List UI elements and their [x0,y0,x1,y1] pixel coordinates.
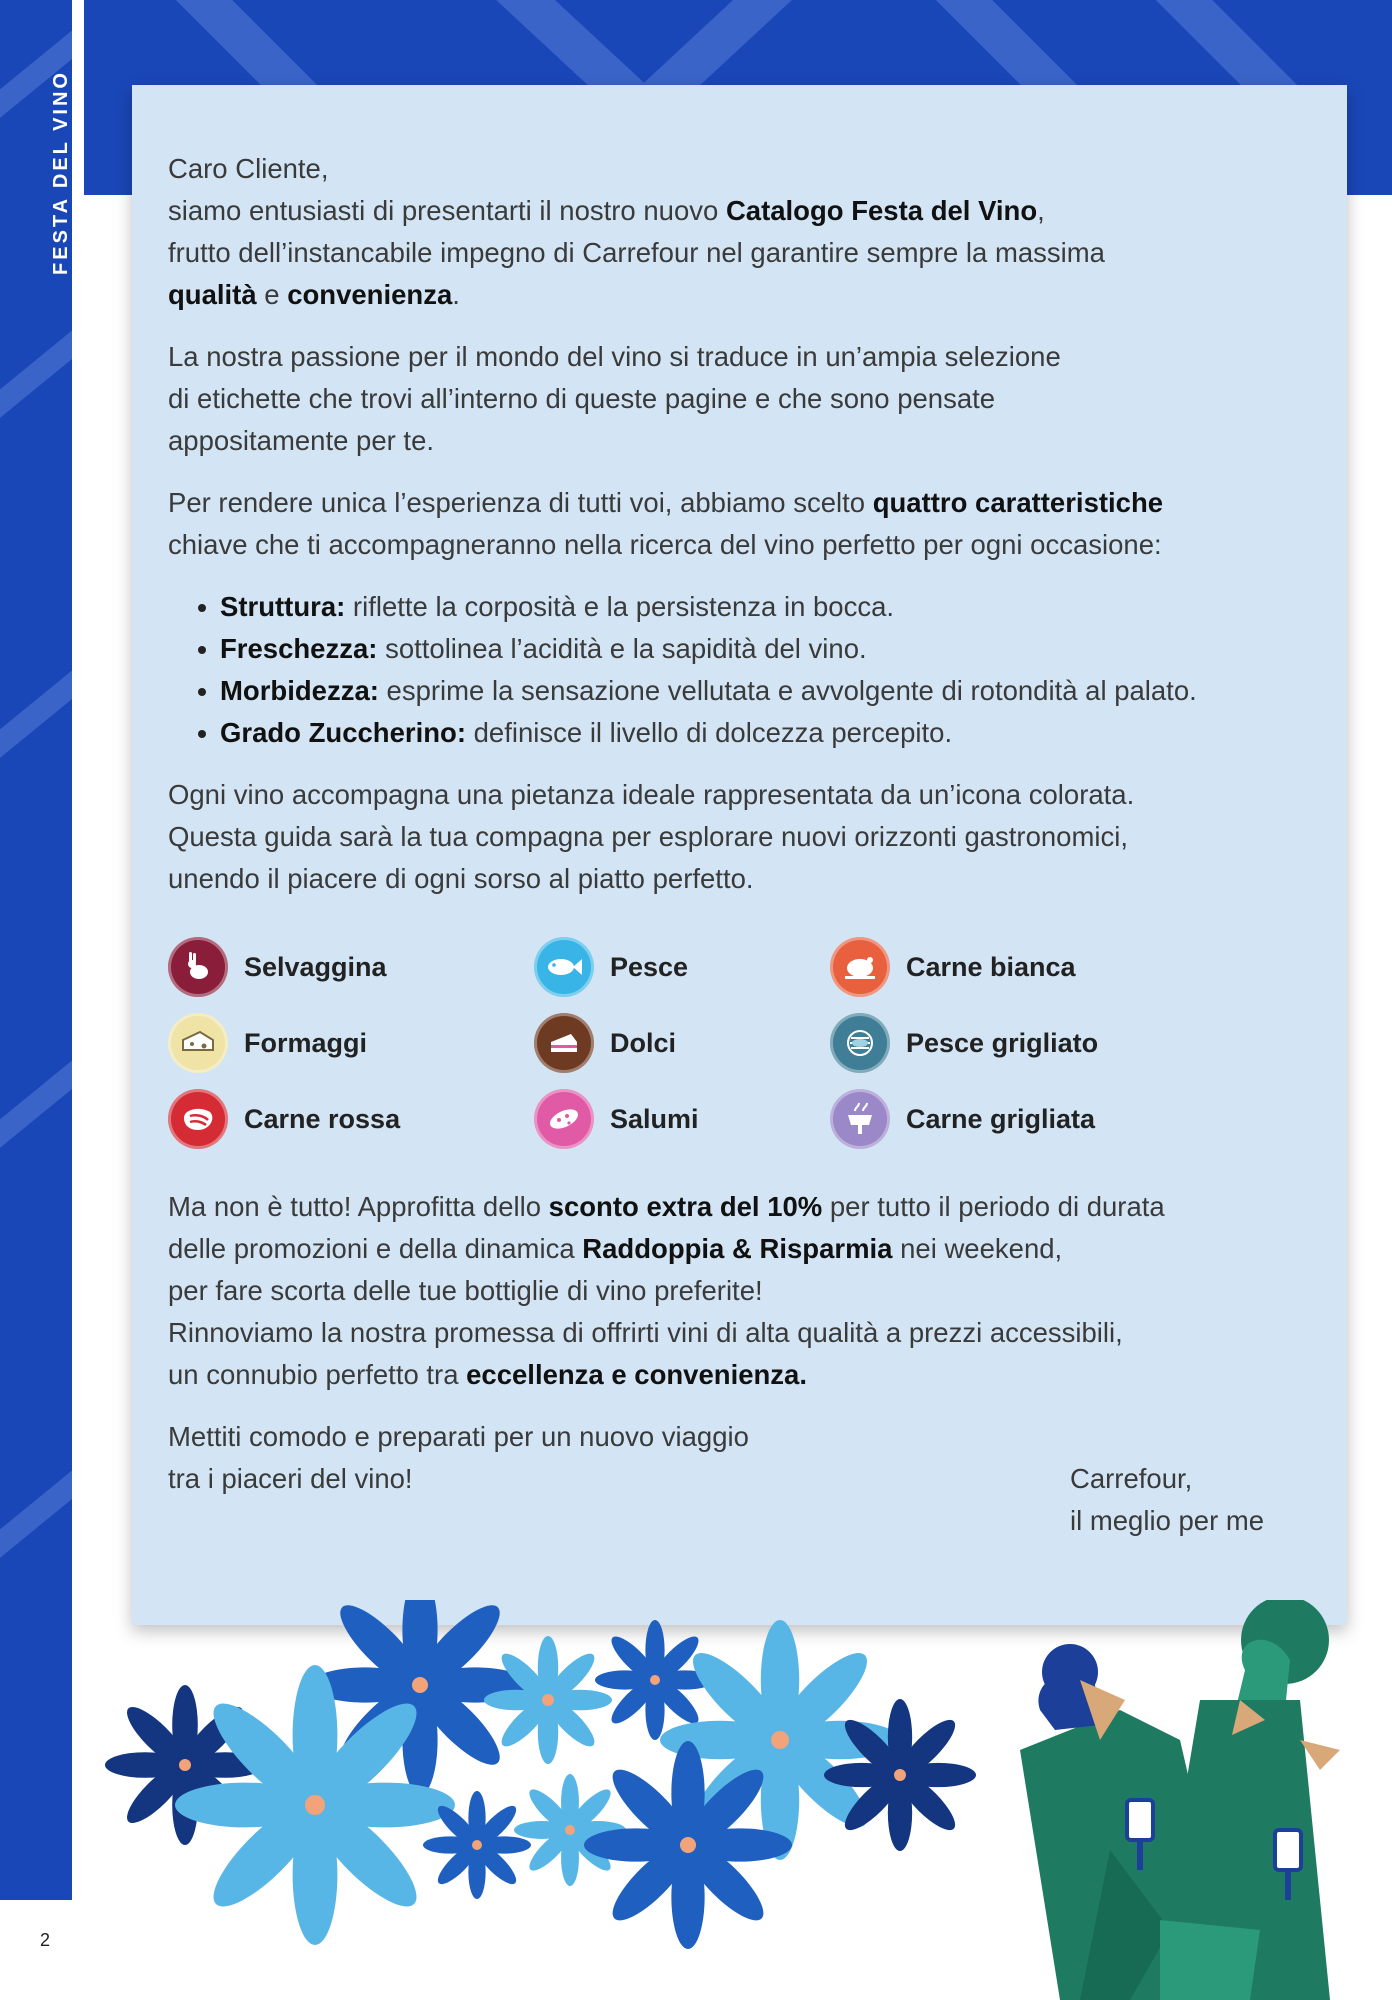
food-label: Formaggi [244,1027,368,1058]
food-pesce [534,936,688,998]
bullet-term: Morbidezza: [220,675,379,706]
greeting: Caro Cliente, [168,153,329,184]
p2-line: La nostra passione per il mondo del vino si traduce in un’ampia selezione [168,341,1061,372]
signature-line: Carrefour, [1070,1463,1193,1494]
p1-text-d: frutto dell’instancabile impegno di Carrefour nel garantire sempre la massima [168,237,1105,268]
p5-text: nei weekend, [892,1233,1063,1264]
food-pesce-grigliato [830,1012,1098,1074]
food-salumi [534,1088,699,1150]
excellence-highlight: eccellenza e convenienza. [466,1359,807,1390]
list-item [198,628,1308,670]
food-label: Selvaggina [244,951,387,982]
p5-text: per fare scorta delle tue bottiglie di vino preferite! [168,1275,763,1306]
p1-text-f: e [256,279,288,310]
cheese-icon [168,1013,228,1073]
page-number: 2 [40,1930,51,1950]
bullet-term: Grado Zuccherino: [220,717,466,748]
p4-line: unendo il piacere di ogni sorso al piatto perfetto. [168,863,754,894]
salami-icon [534,1089,594,1149]
p3-text-c: chiave che ti accompagneranno nella ricerca del vino perfetto per ogni occasione: [168,529,1162,560]
food-selvaggina [168,936,387,998]
greeting-paragraph [168,148,1308,316]
four-characteristics: quattro caratteristiche [872,487,1164,518]
p5-text: Ma non è tutto! Approfitta dello [168,1191,549,1222]
food-carne-grigliata [830,1088,1095,1150]
signature-line: il meglio per me [1070,1505,1265,1536]
characteristics-list [198,586,1308,754]
quality-word: qualità [168,279,257,310]
bullet-text: sottolinea l’acidità e la sapidità del vino. [377,633,867,664]
p5-text: per tutto il periodo di durata [822,1191,1165,1222]
food-label: Carne bianca [906,951,1076,982]
food-label: Pesce grigliato [906,1027,1099,1058]
bullet-term: Freschezza: [220,633,378,664]
bullet-term: Struttura: [220,591,346,622]
p1-text-h: . [452,279,460,310]
section-label: FESTA DEL VINO [50,70,72,275]
bullet-text: esprime la sensazione vellutata e avvolgente di rotondità al palato. [378,675,1197,706]
bullet-text: definisce il livello di dolcezza percepito. [466,717,953,748]
p3-text-a: Per rendere unica l’esperienza di tutti voi, abbiamo scelto [168,487,873,518]
p6-line: Mettiti comodo e preparati per un nuovo viaggio [168,1421,749,1452]
list-item [198,712,1308,754]
promo-name: Raddoppia & Risparmia [582,1233,893,1264]
food-pairing-legend [168,936,1168,1146]
p2-line: appositamente per te. [168,425,435,456]
flower-icon [105,1600,976,1949]
p5-text: Rinnoviamo la nostra promessa di offrirti vini di alta qualità a prezzi accessibili, [168,1317,1123,1348]
p5-text: delle promozioni e della dinamica [168,1233,583,1264]
people-toasting-illustration [1020,1600,1340,2000]
icons-intro-paragraph [168,774,1308,900]
p4-line: Questa guida sarà la tua compagna per esplorare nuovi orizzonti gastronomici, [168,821,1128,852]
p2-line: di etichette che trovi all’interno di queste pagine e che sono pensate [168,383,996,414]
food-carne-rossa [168,1088,400,1150]
p5-text: un connubio perfetto tra [168,1359,467,1390]
steak-icon [168,1089,228,1149]
decorative-illustration [0,1600,1392,2000]
grilled-meat-icon [830,1089,890,1149]
food-carne-bianca [830,936,1076,998]
list-item [198,670,1308,712]
grilled-fish-icon [830,1013,890,1073]
food-dolci [534,1012,676,1074]
p6-line: tra i piaceri del vino! [168,1463,413,1494]
food-label: Salumi [610,1103,699,1134]
discount-highlight: sconto extra del 10% [548,1191,823,1222]
p1-text-c: , [1037,195,1045,226]
food-label: Pesce [610,951,689,982]
cake-icon [534,1013,594,1073]
food-formaggi [168,1012,367,1074]
list-item [198,586,1308,628]
p4-line: Ogni vino accompagna una pietanza ideale rappresentata da un’icona colorata. [168,779,1135,810]
food-label: Dolci [610,1027,677,1058]
fish-icon [534,937,594,997]
letter-body [168,148,1308,920]
rabbit-icon [168,937,228,997]
convenience-word: convenienza [287,279,453,310]
p1-text-a: siamo entusiasti di presentarti il nostro nuovo [168,195,726,226]
food-label: Carne grigliata [906,1103,1096,1134]
bullet-text: riflette la corposità e la persistenza in bocca. [345,591,895,622]
chicken-icon [830,937,890,997]
characteristics-intro [168,482,1308,566]
catalog-name: Catalogo Festa del Vino [725,195,1038,226]
food-label: Carne rossa [244,1103,401,1134]
passion-paragraph [168,336,1308,462]
promo-paragraph [168,1186,1308,1396]
signature [1070,1458,1264,1542]
